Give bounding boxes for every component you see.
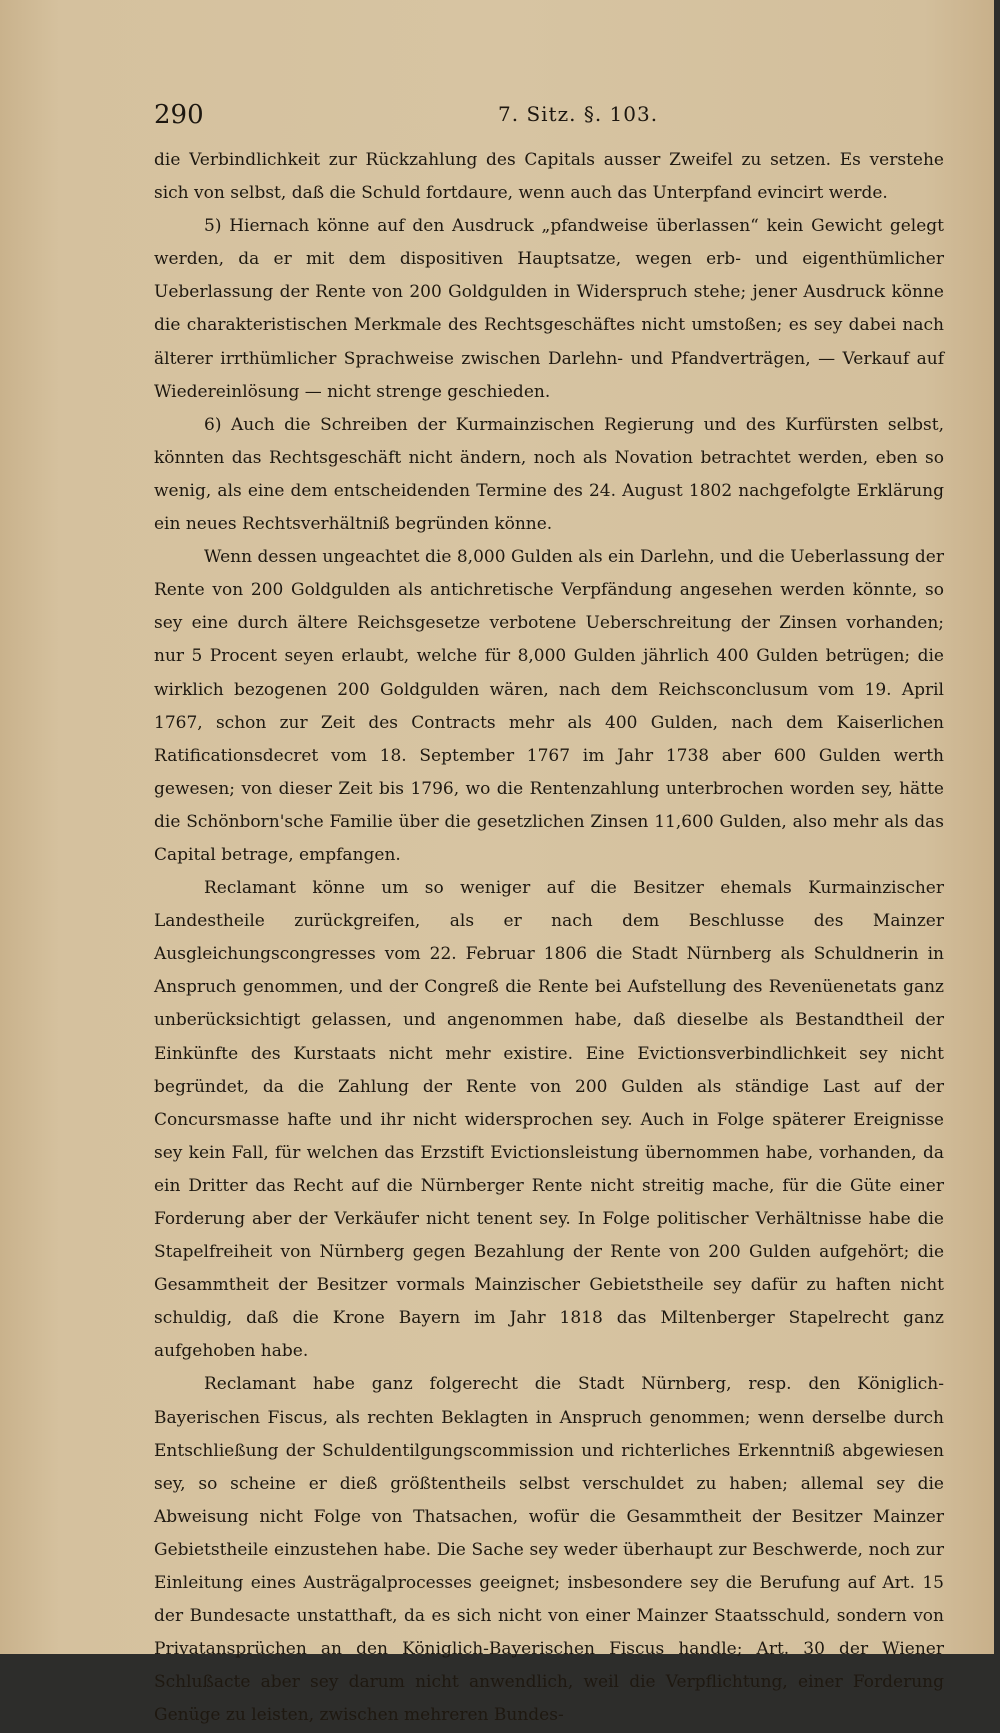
paragraph-point-6: 6) Auch die Schreiben der Kurmainzischen Regierung und des Kurfürsten selbst, könnten das Rechtsgeschäft nicht ändern, noch als Novation betrachtet werden, eben so wenig, als eine dem entscheidenden Termine des 24. August 1802 nachgefolgte Erklärung ein neues Rechtsverhältniß begründen könne. xyxy=(154,414,944,535)
body-text xyxy=(154,144,944,1733)
paragraph-interest: Wenn dessen ungeachtet die 8,000 Gulden als ein Darlehn, und die Ueberlassung der Rente von 200 Goldgulden als antichretische Verpfändung angesehen werden könnte, so sey eine durch ältere Reichsgesetze verbotene Ueberschreitung der Zinsen vorhanden; nur 5 Procent seyen erlaubt, welche für 8,000 Gulden jährlich 400 Gulden betrügen; die wirklich bezogenen 200 Goldgulden wären, nach dem Reichsconclusum vom 19. April 1767, schon zur Zeit des Contracts mehr als 400 Gulden, nach dem Kaiserlichen Ratificationsdecret vom 18. September 1767 im Jahr 1738 aber 600 Gulden werth gewesen; von dieser Zeit bis 1796, wo die Rentenzahlung unterbrochen worden sey, hätte die Schönborn'sche Familie über die gesetzlichen Zinsen 11,600 Gulden, also mehr als das Capital betrage, empfangen. xyxy=(154,547,944,865)
page-header xyxy=(154,100,940,136)
paragraph-reclamant-1: Reclamant könne um so weniger auf die Besitzer ehemals Kurmainzischer Landestheile zurückgreifen, als er nach dem Beschlusse des Mainzer Ausgleichungscongresses vom 22. Februar 1806 die Stadt Nürnberg als Schuldnerin in Anspruch genommen, und der Congreß die Rente bei Aufstellung des Revenüenetats ganz unberücksichtigt gelassen, und angenommen habe, daß dieselbe als Bestandtheil der Einkünfte des Kurstaats nicht mehr existire. Eine Evictionsverbindlichkeit sey nicht begründet, da die Zahlung der Rente von 200 Gulden als ständige Last auf der Concursmasse hafte und ihr nicht widersprochen sey. Auch in Folge späterer Ereignisse sey kein Fall, für welchen das Erzstift Evictionsleistung übernommen habe, vorhanden, da ein Dritter das Recht auf die Nürnberger Rente nicht streitig mache, für die Güte einer Forderung aber der Verkäufer nicht tenent sey. In Folge politischer Verhältnisse habe die Stapelfreiheit von Nürnberg gegen Bezahlung der Rente von 200 Gulden aufgehört; die Gesammtheit der Besitzer vormals Mainzischer Gebietstheile sey dafür zu haften nicht schuldig, daß die Krone Bayern im Jahr 1818 das Miltenberger Stapelrecht ganz aufgehoben habe. xyxy=(154,878,944,1362)
page-number: 290 xyxy=(154,100,204,130)
paragraph-point-5: 5) Hiernach könne auf den Ausdruck „pfandweise überlassen“ kein Gewicht gelegt werden, da er mit dem dispositiven Hauptsatze, wegen erb- und eigenthümlicher Ueberlassung der Rente von 200 Goldgulden in Widerspruch stehe; jener Ausdruck könne die charakteristischen Merkmale des Rechtsgeschäftes nicht umstoßen; es sey dabei nach älterer irrthümlicher Sprachweise zwischen Darlehn- und Pfandverträgen, — Verkauf auf Wiedereinlösung — nicht strenge geschieden. xyxy=(154,216,944,402)
scan-edge xyxy=(994,0,1000,1654)
paragraph-reclamant-2: Reclamant habe ganz folgerecht die Stadt Nürnberg, resp. den Königlich-Bayerischen Fiscus, als rechten Beklagten in Anspruch genommen; wenn derselbe durch Entschließung der Schuldentilgungscommission und richterliches Erkenntniß abgewiesen sey, so scheine er dieß größtentheils selbst verschuldet zu haben; allemal sey die Abweisung nicht Folge von Thatsachen, wofür die Gesammtheit der Besitzer Mainzer Gebietstheile einzustehen habe. Die Sache sey weder überhaupt zur Beschwerde, noch zur Einleitung eines Austrägalprocesses geeignet; insbesondere sey die Berufung auf Art. 15 der Bundesacte unstatthaft, da es sich nicht von einer Mainzer Staatsschuld, sondern von Privatansprüchen an den Königlich-Bayerischen Fiscus handle; Art. 30 der Wiener Schlußacte aber sey darum nicht anwendlich, weil die Verpflichtung, einer Forderung Genüge zu leisten, zwischen mehreren Bundes- xyxy=(154,1374,944,1726)
running-head: 7. Sitz. §. 103. xyxy=(498,102,659,126)
paragraph-continuation: die Verbindlichkeit zur Rückzahlung des Capitals ausser Zweifel zu setzen. Es verstehe sich von selbst, daß die Schuld fortdaure, wenn auch das Unterpfand evincirt werde. xyxy=(154,150,944,204)
